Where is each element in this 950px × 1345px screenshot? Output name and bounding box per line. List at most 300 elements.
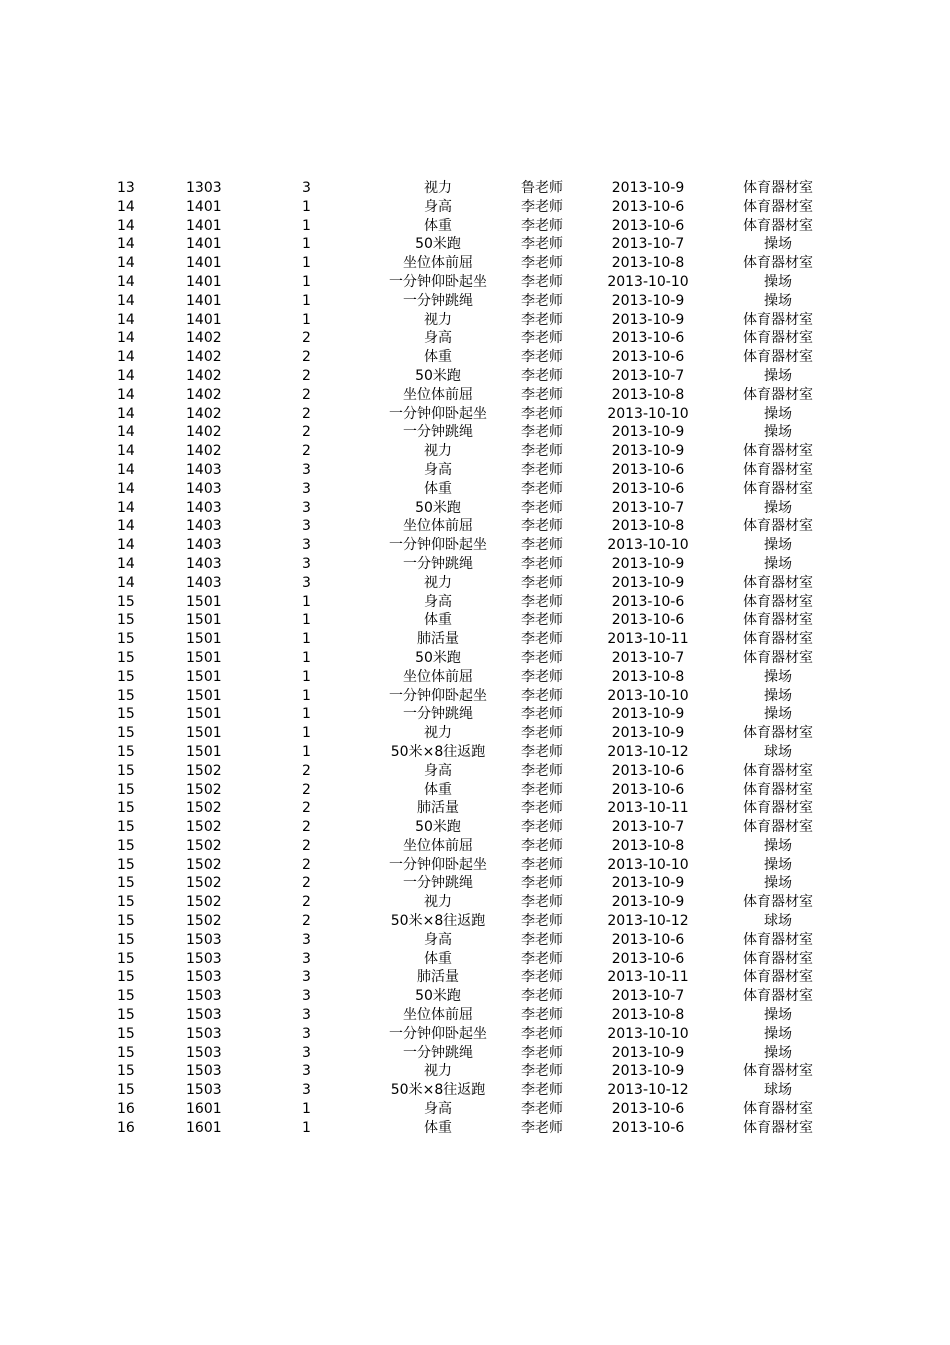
number-cell: 1 (302, 236, 311, 253)
teacher-cell: 李老师 (521, 593, 563, 610)
test-item-cell: 50米跑 (415, 649, 461, 666)
class-cell: 1503 (186, 1082, 222, 1099)
date-cell: 2013-10-10 (607, 687, 689, 704)
class-cell: 1403 (186, 518, 222, 535)
number-cell: 1 (302, 706, 311, 723)
table-row (0, 555, 950, 574)
grade-cell: 14 (117, 461, 135, 478)
class-cell: 1503 (186, 1063, 222, 1080)
class-cell: 1402 (186, 443, 222, 460)
date-cell: 2013-10-9 (611, 180, 685, 196)
location-cell: 体育器材室 (743, 725, 813, 742)
location-cell: 操场 (764, 1025, 792, 1042)
grade-cell: 15 (117, 781, 135, 798)
number-cell: 2 (302, 800, 311, 817)
grade-cell: 14 (117, 255, 135, 272)
date-cell: 2013-10-7 (611, 236, 685, 253)
test-item-cell: 身高 (424, 330, 452, 347)
teacher-cell: 李老师 (521, 800, 563, 817)
teacher-cell: 李老师 (521, 349, 563, 366)
location-cell: 操场 (764, 273, 792, 290)
location-cell: 体育器材室 (743, 593, 813, 610)
class-cell: 1503 (186, 1044, 222, 1061)
grade-cell: 14 (117, 499, 135, 516)
number-cell: 1 (302, 593, 311, 610)
grade-cell: 14 (117, 518, 135, 535)
teacher-cell: 李老师 (521, 555, 563, 572)
date-cell: 2013-10-8 (611, 386, 685, 403)
location-cell: 操场 (764, 537, 792, 554)
grade-cell: 15 (117, 725, 135, 742)
date-cell: 2013-10-7 (611, 819, 685, 836)
teacher-cell: 李老师 (521, 1025, 563, 1042)
data-table (0, 179, 950, 1138)
table-row (0, 292, 950, 311)
date-cell: 2013-10-11 (607, 969, 689, 986)
grade-cell: 15 (117, 800, 135, 817)
table-row (0, 837, 950, 856)
number-cell: 1 (302, 631, 311, 648)
test-item-cell: 50米跑 (415, 236, 461, 253)
grade-cell: 14 (117, 386, 135, 403)
location-cell: 球场 (764, 913, 792, 930)
grade-cell: 14 (117, 424, 135, 441)
class-cell: 1402 (186, 424, 222, 441)
table-row (0, 912, 950, 931)
table-row (0, 461, 950, 480)
grade-cell: 14 (117, 217, 135, 234)
number-cell: 3 (302, 480, 311, 497)
table-row (0, 968, 950, 987)
teacher-cell: 李老师 (521, 1101, 563, 1118)
table-row (0, 818, 950, 837)
table-row (0, 611, 950, 630)
teacher-cell: 李老师 (521, 988, 563, 1005)
teacher-cell: 李老师 (521, 236, 563, 253)
test-item-cell: 50米跑 (415, 499, 461, 516)
test-item-cell: 体重 (424, 480, 452, 497)
teacher-cell: 李老师 (521, 461, 563, 478)
test-item-cell: 50米×8往返跑 (390, 913, 486, 930)
table-row (0, 179, 950, 198)
grade-cell: 15 (117, 1007, 135, 1024)
class-cell: 1503 (186, 1025, 222, 1042)
location-cell: 操场 (764, 1044, 792, 1061)
table-row (0, 649, 950, 668)
grade-cell: 14 (117, 292, 135, 309)
date-cell: 2013-10-9 (611, 1044, 685, 1061)
number-cell: 2 (302, 405, 311, 422)
number-cell: 1 (302, 743, 311, 760)
date-cell: 2013-10-6 (611, 349, 685, 366)
grade-cell: 14 (117, 349, 135, 366)
date-cell: 2013-10-6 (611, 931, 685, 948)
test-item-cell: 体重 (424, 950, 452, 967)
location-cell: 体育器材室 (743, 819, 813, 836)
location-cell: 体育器材室 (743, 612, 813, 629)
date-cell: 2013-10-9 (611, 292, 685, 309)
teacher-cell: 李老师 (521, 574, 563, 591)
number-cell: 3 (302, 180, 311, 196)
date-cell: 2013-10-9 (611, 1063, 685, 1080)
date-cell: 2013-10-6 (611, 198, 685, 215)
teacher-cell: 李老师 (521, 913, 563, 930)
grade-cell: 15 (117, 668, 135, 685)
location-cell: 体育器材室 (743, 443, 813, 460)
class-cell: 1503 (186, 931, 222, 948)
date-cell: 2013-10-9 (611, 555, 685, 572)
date-cell: 2013-10-6 (611, 217, 685, 234)
date-cell: 2013-10-6 (611, 480, 685, 497)
date-cell: 2013-10-10 (607, 405, 689, 422)
location-cell: 体育器材室 (743, 480, 813, 497)
date-cell: 2013-10-7 (611, 988, 685, 1005)
number-cell: 2 (302, 837, 311, 854)
teacher-cell: 李老师 (521, 1044, 563, 1061)
location-cell: 体育器材室 (743, 311, 813, 328)
table-row (0, 311, 950, 330)
table-row (0, 856, 950, 875)
location-cell: 体育器材室 (743, 217, 813, 234)
date-cell: 2013-10-12 (607, 1082, 689, 1099)
number-cell: 2 (302, 443, 311, 460)
table-row (0, 743, 950, 762)
table-row (0, 781, 950, 800)
location-cell: 体育器材室 (743, 894, 813, 911)
location-cell: 操场 (764, 236, 792, 253)
class-cell: 1503 (186, 950, 222, 967)
teacher-cell: 李老师 (521, 311, 563, 328)
test-item-cell: 肺活量 (417, 800, 459, 817)
grade-cell: 15 (117, 1044, 135, 1061)
grade-cell: 13 (117, 180, 135, 196)
number-cell: 1 (302, 687, 311, 704)
location-cell: 体育器材室 (743, 386, 813, 403)
grade-cell: 15 (117, 762, 135, 779)
test-item-cell: 体重 (424, 349, 452, 366)
number-cell: 1 (302, 612, 311, 629)
location-cell: 操场 (764, 706, 792, 723)
teacher-cell: 李老师 (521, 837, 563, 854)
location-cell: 体育器材室 (743, 988, 813, 1005)
date-cell: 2013-10-9 (611, 311, 685, 328)
class-cell: 1503 (186, 969, 222, 986)
grade-cell: 15 (117, 1025, 135, 1042)
teacher-cell: 李老师 (521, 725, 563, 742)
table-row (0, 1119, 950, 1138)
test-item-cell: 视力 (424, 311, 452, 328)
date-cell: 2013-10-12 (607, 743, 689, 760)
number-cell: 1 (302, 649, 311, 666)
date-cell: 2013-10-11 (607, 631, 689, 648)
class-cell: 1501 (186, 706, 222, 723)
class-cell: 1403 (186, 574, 222, 591)
table-row (0, 1081, 950, 1100)
class-cell: 1402 (186, 349, 222, 366)
number-cell: 3 (302, 1025, 311, 1042)
teacher-cell: 李老师 (521, 537, 563, 554)
number-cell: 3 (302, 461, 311, 478)
test-item-cell: 体重 (424, 1119, 452, 1136)
grade-cell: 15 (117, 649, 135, 666)
date-cell: 2013-10-9 (611, 894, 685, 911)
teacher-cell: 李老师 (521, 969, 563, 986)
location-cell: 体育器材室 (743, 349, 813, 366)
grade-cell: 15 (117, 894, 135, 911)
class-cell: 1503 (186, 1007, 222, 1024)
location-cell: 体育器材室 (743, 1119, 813, 1136)
test-item-cell: 身高 (424, 762, 452, 779)
grade-cell: 14 (117, 273, 135, 290)
teacher-cell: 李老师 (521, 931, 563, 948)
test-item-cell: 身高 (424, 461, 452, 478)
location-cell: 体育器材室 (743, 574, 813, 591)
location-cell: 体育器材室 (743, 180, 813, 196)
number-cell: 2 (302, 781, 311, 798)
grade-cell: 15 (117, 988, 135, 1005)
test-item-cell: 一分钟仰卧起坐 (389, 537, 487, 554)
grade-cell: 15 (117, 950, 135, 967)
grade-cell: 15 (117, 837, 135, 854)
number-cell: 1 (302, 311, 311, 328)
teacher-cell: 李老师 (521, 405, 563, 422)
number-cell: 2 (302, 894, 311, 911)
number-cell: 2 (302, 367, 311, 384)
teacher-cell: 李老师 (521, 743, 563, 760)
number-cell: 2 (302, 819, 311, 836)
class-cell: 1401 (186, 292, 222, 309)
table-row (0, 1006, 950, 1025)
number-cell: 1 (302, 1119, 311, 1136)
teacher-cell: 李老师 (521, 518, 563, 535)
grade-cell: 14 (117, 574, 135, 591)
class-cell: 1502 (186, 819, 222, 836)
location-cell: 体育器材室 (743, 969, 813, 986)
class-cell: 1501 (186, 631, 222, 648)
table-row (0, 348, 950, 367)
table-row (0, 893, 950, 912)
table-row (0, 1100, 950, 1119)
date-cell: 2013-10-7 (611, 367, 685, 384)
class-cell: 1401 (186, 311, 222, 328)
teacher-cell: 李老师 (521, 1082, 563, 1099)
date-cell: 2013-10-6 (611, 593, 685, 610)
location-cell: 体育器材室 (743, 461, 813, 478)
test-item-cell: 50米×8往返跑 (390, 1082, 486, 1099)
number-cell: 3 (302, 1007, 311, 1024)
test-item-cell: 坐位体前屈 (403, 837, 473, 854)
table-row (0, 950, 950, 969)
teacher-cell: 李老师 (521, 1063, 563, 1080)
location-cell: 体育器材室 (743, 931, 813, 948)
grade-cell: 15 (117, 743, 135, 760)
class-cell: 1402 (186, 367, 222, 384)
location-cell: 体育器材室 (743, 649, 813, 666)
date-cell: 2013-10-6 (611, 330, 685, 347)
grade-cell: 15 (117, 1063, 135, 1080)
table-row (0, 630, 950, 649)
number-cell: 3 (302, 1082, 311, 1099)
location-cell: 操场 (764, 555, 792, 572)
table-row (0, 442, 950, 461)
table-row (0, 517, 950, 536)
grade-cell: 14 (117, 236, 135, 253)
teacher-cell: 李老师 (521, 255, 563, 272)
date-cell: 2013-10-11 (607, 800, 689, 817)
test-item-cell: 身高 (424, 1101, 452, 1118)
grade-cell: 15 (117, 1082, 135, 1099)
date-cell: 2013-10-6 (611, 461, 685, 478)
class-cell: 1601 (186, 1119, 222, 1136)
class-cell: 1402 (186, 386, 222, 403)
grade-cell: 14 (117, 555, 135, 572)
test-item-cell: 坐位体前屈 (403, 386, 473, 403)
date-cell: 2013-10-10 (607, 273, 689, 290)
grade-cell: 15 (117, 969, 135, 986)
test-item-cell: 一分钟仰卧起坐 (389, 1025, 487, 1042)
date-cell: 2013-10-6 (611, 612, 685, 629)
test-item-cell: 肺活量 (417, 631, 459, 648)
number-cell: 3 (302, 574, 311, 591)
table-row (0, 480, 950, 499)
test-item-cell: 视力 (424, 443, 452, 460)
class-cell: 1502 (186, 762, 222, 779)
grade-cell: 15 (117, 856, 135, 873)
teacher-cell: 李老师 (521, 649, 563, 666)
class-cell: 1402 (186, 405, 222, 422)
teacher-cell: 李老师 (521, 894, 563, 911)
class-cell: 1502 (186, 856, 222, 873)
test-item-cell: 身高 (424, 931, 452, 948)
date-cell: 2013-10-10 (607, 1025, 689, 1042)
teacher-cell: 李老师 (521, 875, 563, 892)
table-row (0, 367, 950, 386)
test-item-cell: 坐位体前屈 (403, 518, 473, 535)
location-cell: 操场 (764, 292, 792, 309)
location-cell: 球场 (764, 1082, 792, 1099)
class-cell: 1403 (186, 537, 222, 554)
table-row (0, 874, 950, 893)
test-item-cell: 50米×8往返跑 (390, 743, 486, 760)
date-cell: 2013-10-7 (611, 499, 685, 516)
class-cell: 1501 (186, 743, 222, 760)
test-item-cell: 一分钟仰卧起坐 (389, 273, 487, 290)
date-cell: 2013-10-10 (607, 537, 689, 554)
grade-cell: 14 (117, 537, 135, 554)
location-cell: 体育器材室 (743, 800, 813, 817)
number-cell: 2 (302, 424, 311, 441)
location-cell: 操场 (764, 687, 792, 704)
grade-cell: 15 (117, 593, 135, 610)
number-cell: 2 (302, 349, 311, 366)
grade-cell: 14 (117, 480, 135, 497)
test-item-cell: 体重 (424, 612, 452, 629)
teacher-cell: 李老师 (521, 424, 563, 441)
table-row (0, 668, 950, 687)
date-cell: 2013-10-9 (611, 424, 685, 441)
table-row (0, 724, 950, 743)
location-cell: 体育器材室 (743, 1063, 813, 1080)
class-cell: 1401 (186, 198, 222, 215)
grade-cell: 14 (117, 311, 135, 328)
number-cell: 1 (302, 1101, 311, 1118)
test-item-cell: 50米跑 (415, 988, 461, 1005)
table-row (0, 574, 950, 593)
grade-cell: 14 (117, 367, 135, 384)
grade-cell: 15 (117, 931, 135, 948)
teacher-cell: 李老师 (521, 762, 563, 779)
table-row (0, 536, 950, 555)
teacher-cell: 鲁老师 (521, 180, 563, 196)
test-item-cell: 一分钟跳绳 (403, 292, 473, 309)
class-cell: 1502 (186, 800, 222, 817)
location-cell: 操场 (764, 837, 792, 854)
date-cell: 2013-10-9 (611, 706, 685, 723)
test-item-cell: 身高 (424, 198, 452, 215)
date-cell: 2013-10-12 (607, 913, 689, 930)
class-cell: 1501 (186, 649, 222, 666)
test-item-cell: 视力 (424, 725, 452, 742)
location-cell: 体育器材室 (743, 255, 813, 272)
teacher-cell: 李老师 (521, 499, 563, 516)
class-cell: 1403 (186, 555, 222, 572)
date-cell: 2013-10-10 (607, 856, 689, 873)
table-row (0, 1062, 950, 1081)
class-cell: 1501 (186, 725, 222, 742)
test-item-cell: 一分钟仰卧起坐 (389, 856, 487, 873)
table-row (0, 405, 950, 424)
teacher-cell: 李老师 (521, 950, 563, 967)
grade-cell: 14 (117, 405, 135, 422)
teacher-cell: 李老师 (521, 1119, 563, 1136)
test-item-cell: 体重 (424, 217, 452, 234)
test-item-cell: 一分钟仰卧起坐 (389, 405, 487, 422)
test-item-cell: 一分钟跳绳 (403, 1044, 473, 1061)
number-cell: 2 (302, 386, 311, 403)
test-item-cell: 一分钟跳绳 (403, 875, 473, 892)
test-item-cell: 一分钟跳绳 (403, 555, 473, 572)
number-cell: 1 (302, 273, 311, 290)
test-item-cell: 50米跑 (415, 367, 461, 384)
location-cell: 操场 (764, 405, 792, 422)
grade-cell: 15 (117, 875, 135, 892)
number-cell: 1 (302, 668, 311, 685)
location-cell: 体育器材室 (743, 198, 813, 215)
location-cell: 体育器材室 (743, 1101, 813, 1118)
table-row (0, 235, 950, 254)
test-item-cell: 视力 (424, 574, 452, 591)
test-item-cell: 坐位体前屈 (403, 1007, 473, 1024)
location-cell: 操场 (764, 424, 792, 441)
table-row (0, 386, 950, 405)
location-cell: 体育器材室 (743, 631, 813, 648)
date-cell: 2013-10-8 (611, 518, 685, 535)
date-cell: 2013-10-8 (611, 668, 685, 685)
grade-cell: 15 (117, 819, 135, 836)
class-cell: 1401 (186, 255, 222, 272)
location-cell: 体育器材室 (743, 950, 813, 967)
teacher-cell: 李老师 (521, 443, 563, 460)
grade-cell: 14 (117, 198, 135, 215)
location-cell: 操场 (764, 668, 792, 685)
number-cell: 2 (302, 856, 311, 873)
class-cell: 1502 (186, 894, 222, 911)
test-item-cell: 身高 (424, 593, 452, 610)
table-row (0, 931, 950, 950)
test-item-cell: 一分钟跳绳 (403, 706, 473, 723)
date-cell: 2013-10-8 (611, 837, 685, 854)
class-cell: 1403 (186, 480, 222, 497)
